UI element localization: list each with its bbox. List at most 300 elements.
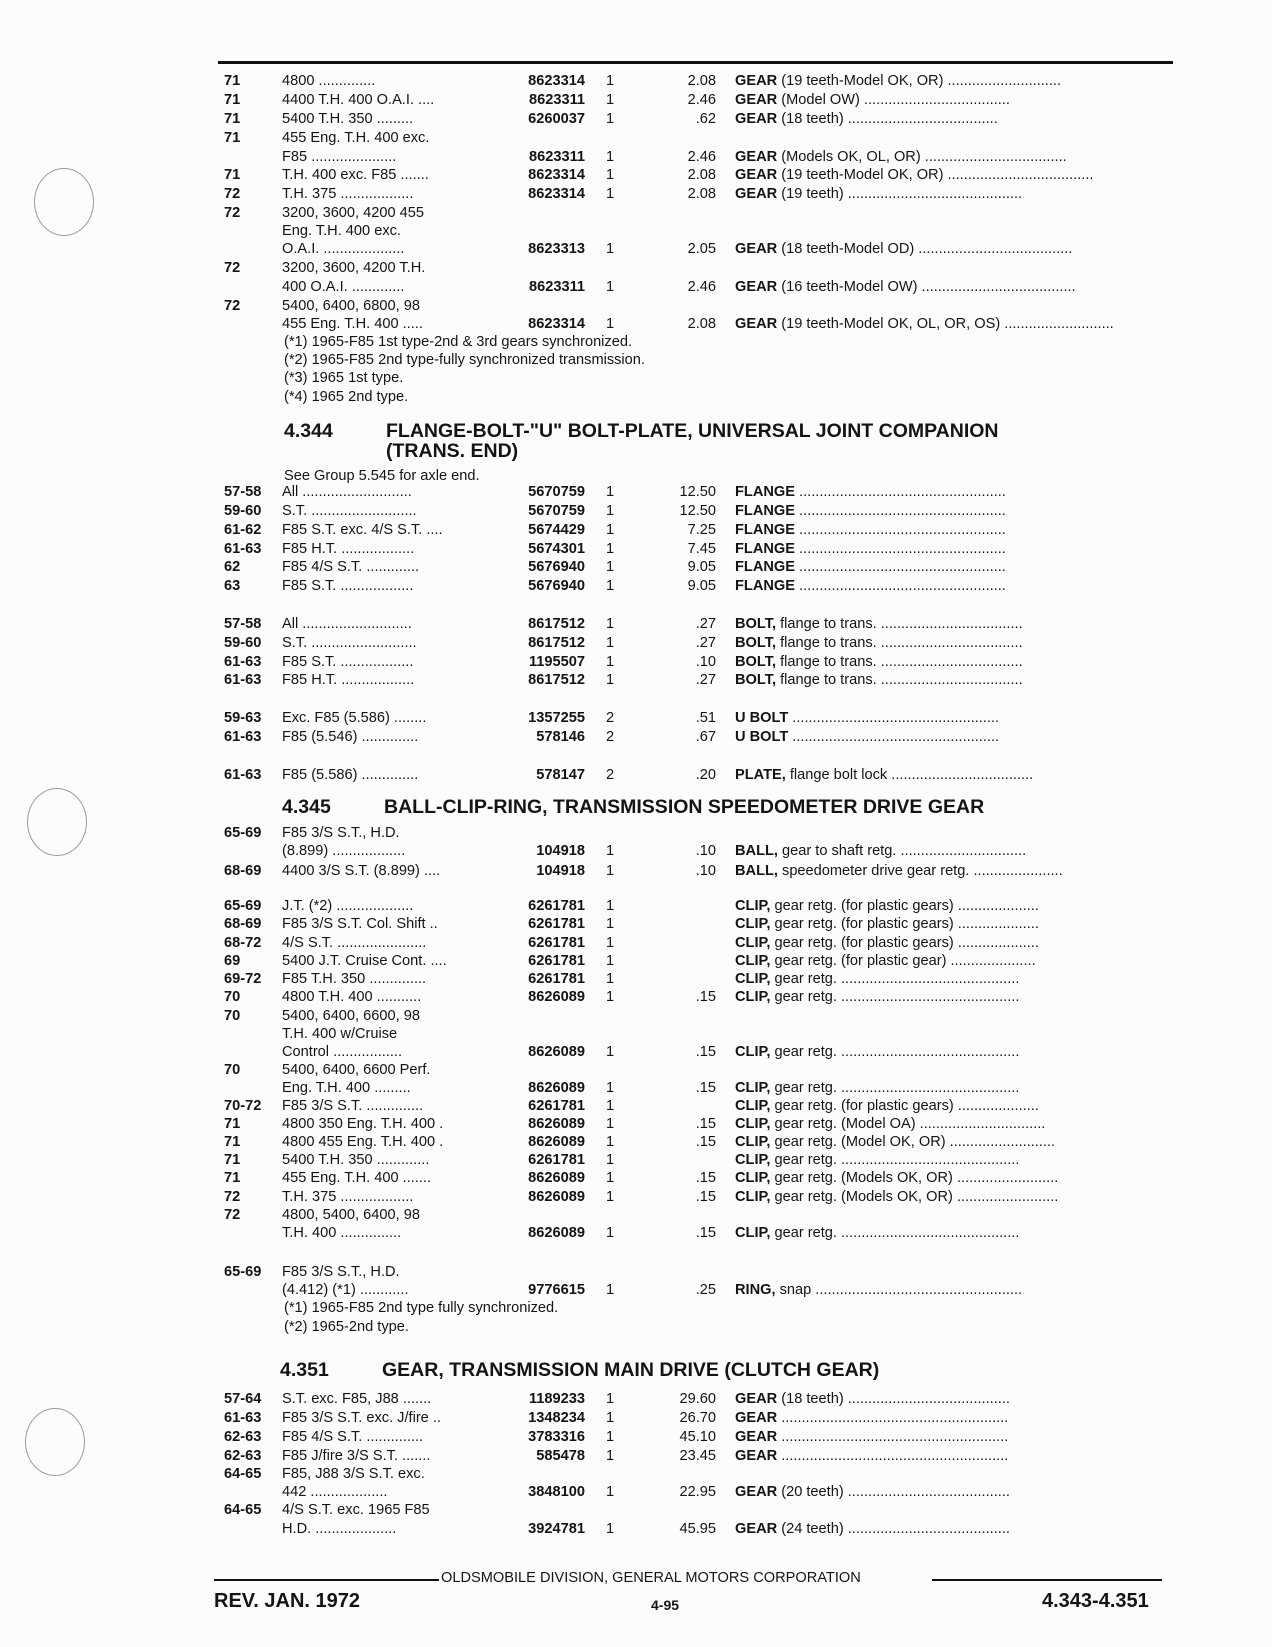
part-name: U BOLT xyxy=(735,710,789,726)
part-name: CLIP, xyxy=(735,971,771,987)
year-range: 61-62 xyxy=(224,522,262,538)
quantity: 1 xyxy=(606,1225,615,1241)
part-row xyxy=(0,709,1272,727)
part-description xyxy=(735,1188,1170,1206)
quantity: 1 xyxy=(606,1098,615,1114)
section-title: BALL-CLIP-RING, TRANSMISSION SPEEDOMETER DRIVE GEAR xyxy=(384,796,985,818)
part-number: 6261781 xyxy=(528,953,585,969)
quantity: 1 xyxy=(606,578,615,594)
part-name: BOLT, xyxy=(735,654,777,670)
model-desc: O.A.I. .................... xyxy=(282,241,405,257)
footnote: (*4) 1965 2nd type. xyxy=(284,389,409,405)
part-detail: (Models OK, OL, OR) ................................... xyxy=(777,149,1067,165)
part-description xyxy=(735,91,1170,109)
model-desc: 455 Eng. T.H. 400 exc. xyxy=(282,130,430,146)
part-detail: gear retg. (for plastic gear) ..................... xyxy=(770,953,1036,969)
list-price: .10 xyxy=(695,843,716,859)
part-number: 585478 xyxy=(536,1448,585,1464)
model-desc: 5400 T.H. 350 ......... xyxy=(282,111,414,127)
list-price: 2.46 xyxy=(687,149,716,165)
list-price: 2.08 xyxy=(687,316,716,332)
model-desc: T.H. 400 ............... xyxy=(282,1225,402,1241)
part-description xyxy=(735,240,1170,258)
part-detail: gear retg. (for plastic gears) .................... xyxy=(770,898,1039,914)
part-detail: gear retg. (for plastic gears) .................... xyxy=(770,916,1039,932)
part-description xyxy=(735,1133,1170,1151)
part-name: FLANGE xyxy=(735,541,795,557)
quantity: 1 xyxy=(606,989,615,1005)
quantity: 1 xyxy=(606,92,615,108)
part-description xyxy=(735,521,1170,539)
quantity: 2 xyxy=(606,710,615,726)
part-name: GEAR xyxy=(735,279,778,295)
part-row xyxy=(0,110,1272,128)
part-row xyxy=(0,1115,1272,1133)
part-description xyxy=(735,934,1170,952)
part-name: CLIP, xyxy=(735,1152,771,1168)
list-price: .27 xyxy=(695,672,716,688)
year-range: 71 xyxy=(224,1170,241,1186)
part-number: 6261781 xyxy=(528,916,585,932)
quantity: 1 xyxy=(606,863,615,879)
part-detail: ................................................... xyxy=(795,578,1006,594)
part-row xyxy=(0,540,1272,558)
part-number: 8626089 xyxy=(528,1134,585,1150)
part-detail: (18 teeth) ..................................... xyxy=(777,111,998,127)
quantity: 1 xyxy=(606,149,615,165)
part-row xyxy=(0,988,1272,1006)
part-name: CLIP, xyxy=(735,1116,771,1132)
part-row xyxy=(0,185,1272,203)
model-desc: 5400, 6400, 6600, 98 xyxy=(282,1008,420,1024)
part-description xyxy=(735,1281,1170,1299)
part-description xyxy=(735,72,1170,90)
model-desc: 4800 T.H. 400 ........... xyxy=(282,989,422,1005)
list-price: .15 xyxy=(695,1189,716,1205)
model-desc: F85 S.T. .................. xyxy=(282,578,414,594)
list-price: 26.70 xyxy=(679,1410,716,1426)
model-desc: 442 ................... xyxy=(282,1484,388,1500)
part-detail: gear retg. (Model OA) ............................... xyxy=(770,1116,1046,1132)
part-detail: ................................................... xyxy=(795,541,1006,557)
part-row xyxy=(0,842,1272,860)
quantity: 1 xyxy=(606,1152,615,1168)
part-row xyxy=(0,862,1272,880)
quantity: 1 xyxy=(606,73,615,89)
part-row xyxy=(0,824,1272,842)
part-number: 8623311 xyxy=(528,279,585,295)
footnote: (*1) 1965-F85 1st type-2nd & 3rd gears synchronized. xyxy=(284,334,633,350)
year-range: 64-65 xyxy=(224,1502,262,1518)
part-description xyxy=(735,185,1170,203)
part-detail: gear retg. (Models OK, OR) ......................... xyxy=(770,1170,1059,1186)
part-description xyxy=(735,278,1170,296)
part-row xyxy=(0,1281,1272,1299)
part-number: 8626089 xyxy=(528,989,585,1005)
year-range: 69-72 xyxy=(224,971,262,987)
list-price: .15 xyxy=(695,989,716,1005)
quantity: 1 xyxy=(606,953,615,969)
part-number: 104918 xyxy=(536,843,585,859)
section-number: 4.351 xyxy=(280,1359,329,1381)
footnote: (*3) 1965 1st type. xyxy=(284,370,404,386)
part-row xyxy=(0,897,1272,915)
part-row xyxy=(0,766,1272,784)
year-range: 59-60 xyxy=(224,635,262,651)
part-detail: gear retg. ............................................ xyxy=(770,1080,1020,1096)
model-desc: (4.412) (*1) ............ xyxy=(282,1282,409,1298)
list-price: 2.46 xyxy=(687,92,716,108)
quantity: 1 xyxy=(606,186,615,202)
year-range: 59-63 xyxy=(224,710,262,726)
year-range: 61-63 xyxy=(224,729,262,745)
part-detail: ................................................... xyxy=(795,559,1006,575)
quantity: 1 xyxy=(606,635,615,651)
part-description xyxy=(735,862,1170,880)
part-description xyxy=(735,148,1170,166)
quantity: 1 xyxy=(606,1044,615,1060)
model-desc: 4800 .............. xyxy=(282,73,376,89)
part-name: CLIP, xyxy=(735,989,771,1005)
part-description xyxy=(735,483,1170,501)
quantity: 1 xyxy=(606,1391,615,1407)
model-desc: 400 O.A.I. ............. xyxy=(282,279,405,295)
quantity: 1 xyxy=(606,1134,615,1150)
year-range: 71 xyxy=(224,1152,241,1168)
part-number: 8623314 xyxy=(528,316,585,332)
quantity: 1 xyxy=(606,1448,615,1464)
model-desc: (8.899) .................. xyxy=(282,843,406,859)
part-name: GEAR xyxy=(735,111,778,127)
part-number: 6261781 xyxy=(528,971,585,987)
part-description xyxy=(735,1043,1170,1061)
model-desc: H.D. .................... xyxy=(282,1521,397,1537)
part-detail: ................................................... xyxy=(788,729,1000,745)
part-name: FLANGE xyxy=(735,503,795,519)
part-number: 5674429 xyxy=(528,522,585,538)
part-name: BOLT, xyxy=(735,635,777,651)
quantity: 1 xyxy=(606,503,615,519)
list-price: .25 xyxy=(695,1282,716,1298)
year-range: 63 xyxy=(224,578,241,594)
part-row xyxy=(0,259,1272,277)
section-title: GEAR, TRANSMISSION MAIN DRIVE (CLUTCH GEAR) xyxy=(382,1359,880,1381)
quantity: 1 xyxy=(606,1429,615,1445)
part-row xyxy=(0,1133,1272,1151)
part-description xyxy=(735,709,1170,727)
part-description xyxy=(735,653,1170,671)
year-range: 65-69 xyxy=(224,825,262,841)
year-range: 64-65 xyxy=(224,1466,262,1482)
part-description xyxy=(735,1151,1170,1169)
part-row xyxy=(0,204,1272,222)
part-row xyxy=(0,1151,1272,1169)
model-desc: F85 4/S S.T. .............. xyxy=(282,1429,424,1445)
model-desc: 5400 T.H. 350 ............. xyxy=(282,1152,430,1168)
quantity: 1 xyxy=(606,971,615,987)
quantity: 1 xyxy=(606,1170,615,1186)
model-desc: S.T. .......................... xyxy=(282,635,417,651)
part-row xyxy=(0,1169,1272,1187)
part-description xyxy=(735,615,1170,633)
part-name: GEAR xyxy=(735,1484,778,1500)
quantity: 1 xyxy=(606,843,615,859)
part-description xyxy=(735,952,1170,970)
part-number: 8617512 xyxy=(528,616,585,632)
model-desc: All ........................... xyxy=(282,616,412,632)
part-description xyxy=(735,166,1170,184)
year-range: 65-69 xyxy=(224,898,262,914)
part-row xyxy=(0,1188,1272,1206)
part-row xyxy=(0,1061,1272,1079)
part-row xyxy=(0,1409,1272,1427)
part-detail: (Model OW) .................................... xyxy=(777,92,1010,108)
year-range: 71 xyxy=(224,130,241,146)
year-range: 68-72 xyxy=(224,935,262,951)
part-number: 6261781 xyxy=(528,1098,585,1114)
part-name: FLANGE xyxy=(735,484,795,500)
quantity: 2 xyxy=(606,729,615,745)
part-detail: (19 teeth-Model OK, OL, OR, OS) ........................... xyxy=(777,316,1114,332)
model-desc: F85 3/S S.T. exc. J/fire .. xyxy=(282,1410,441,1426)
part-number: 1189233 xyxy=(528,1391,585,1407)
part-number: 9776615 xyxy=(528,1282,585,1298)
part-description xyxy=(735,1520,1170,1538)
year-range: 72 xyxy=(224,1189,241,1205)
part-detail: snap ................................................... xyxy=(775,1282,1023,1298)
part-description xyxy=(735,315,1170,333)
year-range: 65-69 xyxy=(224,1264,262,1280)
part-description xyxy=(735,1390,1170,1408)
quantity: 1 xyxy=(606,1116,615,1132)
part-description xyxy=(735,1409,1170,1427)
quantity: 1 xyxy=(606,1189,615,1205)
part-number: 5674301 xyxy=(528,541,585,557)
year-range: 72 xyxy=(224,1207,241,1223)
part-description xyxy=(735,1115,1170,1133)
part-description xyxy=(735,988,1170,1006)
part-detail: ................................................... xyxy=(795,484,1006,500)
quantity: 1 xyxy=(606,1080,615,1096)
part-name: FLANGE xyxy=(735,559,795,575)
list-price: .20 xyxy=(695,767,716,783)
part-row xyxy=(0,934,1272,952)
part-detail: flange to trans. ................................... xyxy=(776,616,1023,632)
part-row xyxy=(0,1206,1272,1224)
part-number: 5670759 xyxy=(528,484,585,500)
part-row xyxy=(0,1007,1272,1025)
part-name: CLIP, xyxy=(735,916,771,932)
part-number: 3924781 xyxy=(528,1521,585,1537)
part-description xyxy=(735,1169,1170,1187)
year-range: 61-63 xyxy=(224,672,262,688)
year-range: 70-72 xyxy=(224,1098,262,1114)
part-number: 8626089 xyxy=(528,1225,585,1241)
part-name: GEAR xyxy=(735,241,778,257)
year-range: 61-63 xyxy=(224,541,262,557)
part-description xyxy=(735,1447,1170,1465)
model-desc: 5400 J.T. Cruise Cont. .... xyxy=(282,953,447,969)
part-number: 1348234 xyxy=(528,1410,585,1426)
part-row xyxy=(0,129,1272,147)
part-row xyxy=(0,728,1272,746)
model-desc: 5400, 6400, 6800, 98 xyxy=(282,298,420,314)
part-description xyxy=(735,558,1170,576)
part-row xyxy=(0,521,1272,539)
section-number: 4.344 xyxy=(284,420,333,442)
model-desc: 5400, 6400, 6600 Perf. xyxy=(282,1062,431,1078)
part-detail: gear retg. ............................................ xyxy=(770,1152,1020,1168)
part-name: CLIP, xyxy=(735,935,771,951)
part-number: 8617512 xyxy=(528,635,585,651)
model-desc: All ........................... xyxy=(282,484,412,500)
model-desc: Control ................. xyxy=(282,1044,403,1060)
footer-rule xyxy=(214,1579,439,1581)
part-name: CLIP, xyxy=(735,1225,771,1241)
part-row xyxy=(0,1079,1272,1097)
part-number: 6261781 xyxy=(528,1152,585,1168)
part-row xyxy=(0,91,1272,109)
part-description xyxy=(735,577,1170,595)
list-price: .62 xyxy=(695,111,716,127)
part-number: 5676940 xyxy=(528,559,585,575)
list-price: 2.46 xyxy=(687,279,716,295)
part-row xyxy=(0,1447,1272,1465)
part-number: 104918 xyxy=(536,863,585,879)
list-price: .27 xyxy=(695,635,716,651)
section-number: 4.345 xyxy=(282,796,331,818)
part-detail: gear retg. ............................................ xyxy=(770,989,1020,1005)
part-row xyxy=(0,502,1272,520)
part-row xyxy=(0,1520,1272,1538)
part-row xyxy=(0,240,1272,258)
model-desc: S.T. .......................... xyxy=(282,503,417,519)
part-row xyxy=(0,1465,1272,1483)
quantity: 1 xyxy=(606,241,615,257)
quantity: 1 xyxy=(606,616,615,632)
part-number: 8623314 xyxy=(528,167,585,183)
part-row xyxy=(0,72,1272,90)
model-desc: F85 3/S S.T. Col. Shift .. xyxy=(282,916,438,932)
part-name: BALL, xyxy=(735,843,778,859)
quantity: 1 xyxy=(606,1521,615,1537)
part-row xyxy=(0,166,1272,184)
part-name: GEAR xyxy=(735,1521,778,1537)
part-name: GEAR xyxy=(735,1448,778,1464)
model-desc: F85 ..................... xyxy=(282,149,397,165)
part-name: CLIP, xyxy=(735,898,771,914)
quantity: 1 xyxy=(606,111,615,127)
model-desc: T.H. 400 w/Cruise xyxy=(282,1026,398,1042)
list-price: .15 xyxy=(695,1134,716,1150)
quantity: 1 xyxy=(606,654,615,670)
list-price: 45.10 xyxy=(679,1429,716,1445)
part-name: CLIP, xyxy=(735,1170,771,1186)
part-number: 8626089 xyxy=(528,1170,585,1186)
model-desc: T.H. 375 .................. xyxy=(282,186,414,202)
model-desc: F85 J/fire 3/S S.T. ....... xyxy=(282,1448,431,1464)
list-price: 9.05 xyxy=(687,559,716,575)
part-row xyxy=(0,297,1272,315)
part-detail: ........................................................ xyxy=(777,1410,1009,1426)
model-desc: 3200, 3600, 4200 455 xyxy=(282,205,425,221)
quantity: 1 xyxy=(606,316,615,332)
year-range: 70 xyxy=(224,1062,241,1078)
list-price: .15 xyxy=(695,1044,716,1060)
part-row xyxy=(0,1501,1272,1519)
part-number: 3848100 xyxy=(528,1484,585,1500)
part-row xyxy=(0,1025,1272,1043)
part-description xyxy=(735,110,1170,128)
quantity: 1 xyxy=(606,916,615,932)
list-price: .10 xyxy=(695,654,716,670)
part-number: 3783316 xyxy=(528,1429,585,1445)
part-description xyxy=(735,1224,1170,1242)
year-range: 71 xyxy=(224,1116,241,1132)
footer-rule xyxy=(932,1579,1162,1581)
part-detail: (20 teeth) ........................................ xyxy=(777,1484,1010,1500)
part-name: GEAR xyxy=(735,167,778,183)
part-detail: ................................................... xyxy=(795,503,1006,519)
part-row xyxy=(0,615,1272,633)
part-name: CLIP, xyxy=(735,1134,771,1150)
part-detail: speedometer drive gear retg. ...................... xyxy=(777,863,1063,879)
list-price: 45.95 xyxy=(679,1521,716,1537)
model-desc: 4400 3/S S.T. (8.899) .... xyxy=(282,863,441,879)
model-desc: F85 (5.546) .............. xyxy=(282,729,419,745)
model-desc: 4/S S.T. exc. 1965 F85 xyxy=(282,1502,430,1518)
model-desc: F85 3/S S.T. .............. xyxy=(282,1098,424,1114)
part-row xyxy=(0,1043,1272,1061)
part-name: BOLT, xyxy=(735,616,777,632)
quantity: 1 xyxy=(606,559,615,575)
model-desc: 455 Eng. T.H. 400 ....... xyxy=(282,1170,432,1186)
quantity: 1 xyxy=(606,484,615,500)
model-desc: J.T. (*2) ................... xyxy=(282,898,414,914)
part-description xyxy=(735,671,1170,689)
list-price: .10 xyxy=(695,863,716,879)
part-description xyxy=(735,1483,1170,1501)
part-number: 6261781 xyxy=(528,898,585,914)
part-name: BOLT, xyxy=(735,672,777,688)
part-detail: ................................................... xyxy=(788,710,1000,726)
model-desc: T.H. 400 exc. F85 ....... xyxy=(282,167,429,183)
part-detail: gear retg. (for plastic gears) .................... xyxy=(770,935,1039,951)
list-price: .15 xyxy=(695,1116,716,1132)
year-range: 72 xyxy=(224,186,241,202)
part-detail: flange to trans. ................................... xyxy=(776,672,1023,688)
part-row xyxy=(0,671,1272,689)
part-description xyxy=(735,842,1170,860)
part-name: GEAR xyxy=(735,186,778,202)
year-range: 57-58 xyxy=(224,484,262,500)
year-range: 59-60 xyxy=(224,503,262,519)
quantity: 1 xyxy=(606,279,615,295)
part-row xyxy=(0,1428,1272,1446)
footer-corporation: OLDSMOBILE DIVISION, GENERAL MOTORS CORPORATION xyxy=(441,1570,861,1586)
quantity: 1 xyxy=(606,167,615,183)
list-price: .15 xyxy=(695,1080,716,1096)
part-detail: flange to trans. ................................... xyxy=(776,654,1023,670)
part-detail: gear to shaft retg. ............................... xyxy=(777,843,1027,859)
part-detail: gear retg. ............................................ xyxy=(770,971,1020,987)
page-number: 4-95 xyxy=(651,1597,680,1613)
model-desc: Eng. T.H. 400 ......... xyxy=(282,1080,411,1096)
part-detail: (18 teeth) ........................................ xyxy=(777,1391,1010,1407)
part-row xyxy=(0,1390,1272,1408)
model-desc: F85 3/S S.T., H.D. xyxy=(282,1264,400,1280)
part-detail: gear retg. ............................................ xyxy=(770,1044,1020,1060)
